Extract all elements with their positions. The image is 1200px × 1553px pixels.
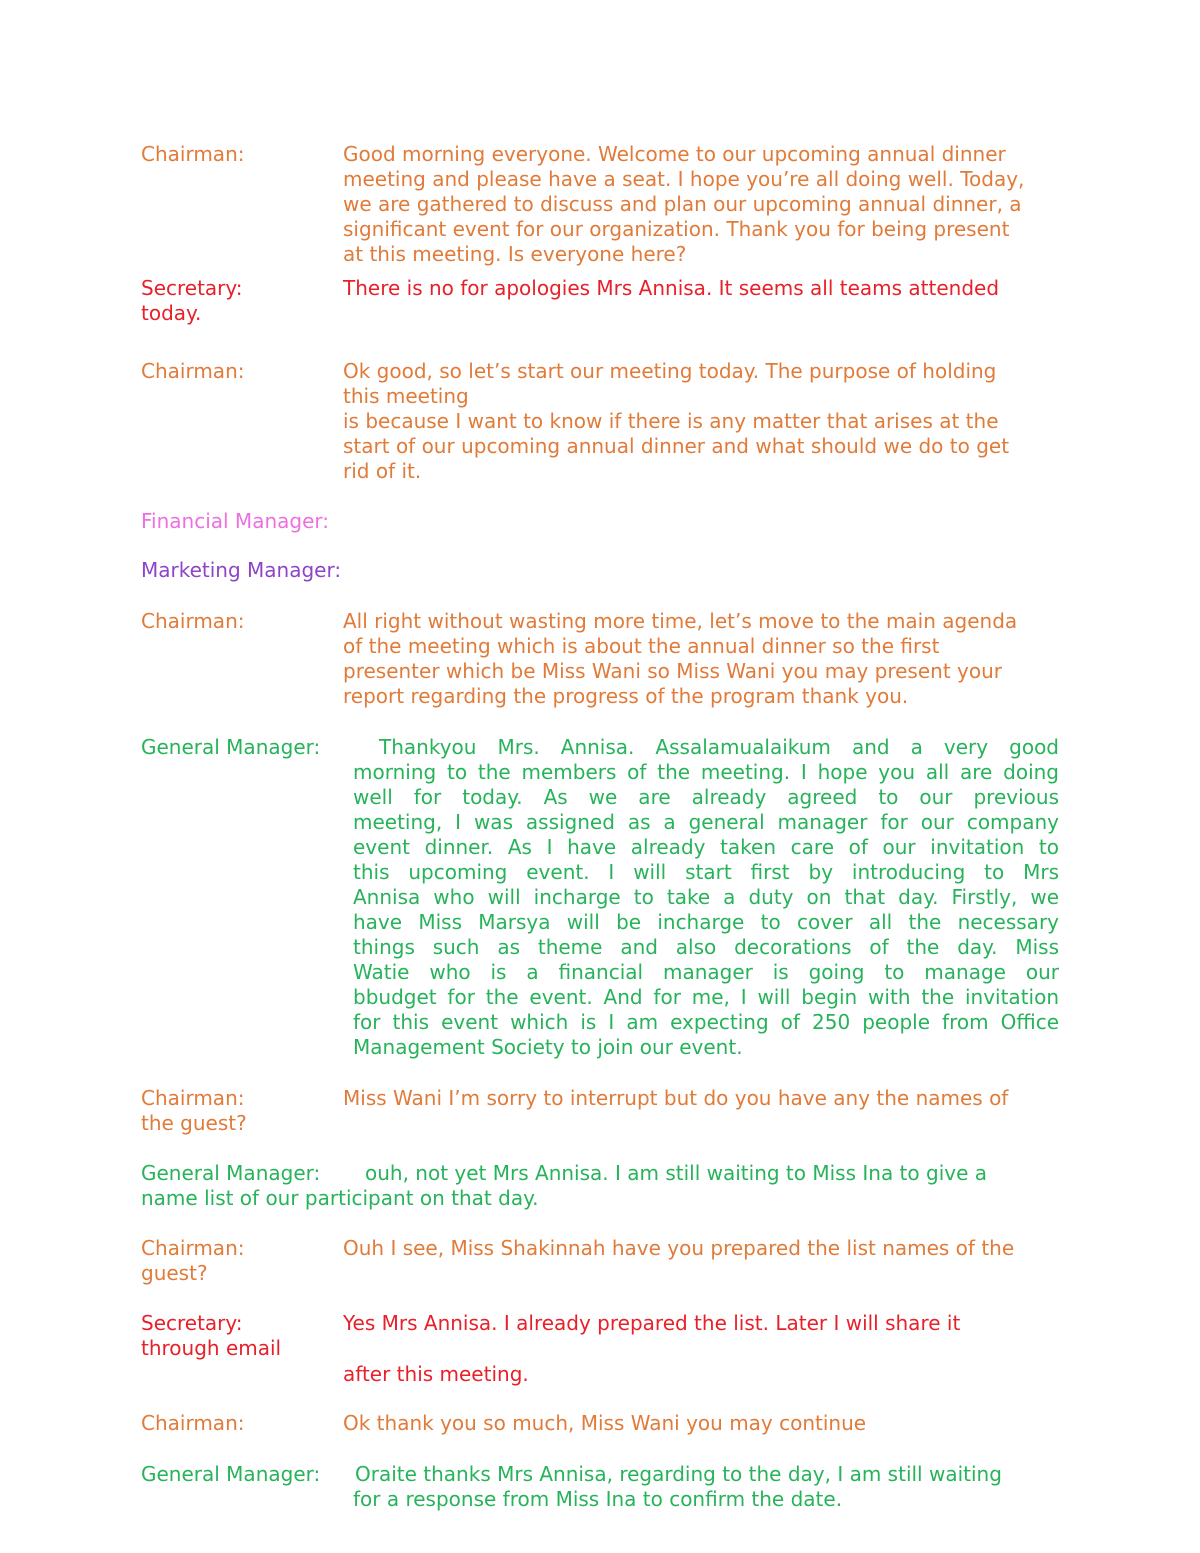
speech-line: event dinner. As I have already taken care of our invitation to — [353, 835, 1059, 859]
speech-line: Miss Wani I’m sorry to interrupt but do you have any the names of — [343, 1086, 1009, 1110]
speaker-label-chairman: Chairman: — [141, 359, 245, 383]
speaker-label-general-manager: General Manager: — [141, 1161, 321, 1185]
speaker-label-chairman: Chairman: — [141, 609, 245, 633]
speech-line: rid of it. — [343, 459, 422, 483]
speech-line: meeting and please have a seat. I hope you’re all doing well. Today, — [343, 167, 1025, 191]
speaker-label-chairman: Chairman: — [141, 1236, 245, 1260]
speech-line: well for today. As we are already agreed to our previous — [353, 785, 1059, 809]
speech-line: through email — [141, 1336, 282, 1360]
speech-line: guest? — [141, 1261, 208, 1285]
speaker-label-marketing-manager: Marketing Manager: — [141, 558, 342, 582]
speech-line: Ok thank you so much, Miss Wani you may continue — [343, 1411, 867, 1435]
speech-line: we are gathered to discuss and plan our upcoming annual dinner, a — [343, 192, 1022, 216]
speech-line: Thankyou Mrs. Annisa. Assalamualaikum and a very good — [379, 735, 1059, 759]
speech-line: start of our upcoming annual dinner and what should we do to get — [343, 434, 1010, 458]
speech-line: Ok good, so let’s start our meeting today. The purpose of holding — [343, 359, 997, 383]
speech-line: things such as theme and also decorations of the day. Miss — [353, 935, 1059, 959]
speaker-label-chairman: Chairman: — [141, 142, 245, 166]
speech-line: this upcoming event. I will start first by introducing to Mrs — [353, 860, 1059, 884]
speaker-label-chairman: Chairman: — [141, 1411, 245, 1435]
speech-line: presenter which be Miss Wani so Miss Wani you may present your — [343, 659, 1002, 683]
speaker-label-secretary: Secretary: — [141, 276, 243, 300]
speaker-label-general-manager: General Manager: — [141, 1462, 321, 1486]
speech-line: significant event for our organization. Thank you for being present — [343, 217, 1010, 241]
speech-line: is because I want to know if there is any matter that arises at the — [343, 409, 999, 433]
speech-line: name list of our participant on that day. — [141, 1186, 539, 1210]
speech-line: of the meeting which is about the annual dinner so the first — [343, 634, 940, 658]
speech-line: Watie who is a financial manager is going to manage our — [353, 960, 1059, 984]
speech-line: Ouh I see, Miss Shakinnah have you prepared the list names of the — [343, 1236, 1015, 1260]
speaker-label-general-manager: General Manager: — [141, 735, 321, 759]
speaker-label-secretary: Secretary: — [141, 1311, 243, 1335]
speaker-label-financial-manager: Financial Manager: — [141, 509, 329, 533]
speech-line: this meeting — [343, 384, 469, 408]
speech-line: Good morning everyone. Welcome to our upcoming annual dinner — [343, 142, 1006, 166]
speech-line: the guest? — [141, 1111, 247, 1135]
speech-line: All right without wasting more time, let’s move to the main agenda — [343, 609, 1018, 633]
speech-line: There is no for apologies Mrs Annisa. It seems all teams attended — [343, 276, 1000, 300]
speech-line: for a response from Miss Ina to confirm the date. — [353, 1487, 843, 1511]
speech-line: bbudget for the event. And for me, I will begin with the invitation — [353, 985, 1059, 1009]
speech-line: have Miss Marsya will be incharge to cover all the necessary — [353, 910, 1059, 934]
speaker-label-chairman: Chairman: — [141, 1086, 245, 1110]
speech-line: today. — [141, 301, 202, 325]
speech-line: report regarding the progress of the program thank you. — [343, 684, 909, 708]
speech-line: morning to the members of the meeting. I hope you all are doing — [353, 760, 1059, 784]
speech-line: for this event which is I am expecting of 250 people from Office — [353, 1010, 1059, 1034]
speech-line: Oraite thanks Mrs Annisa, regarding to the day, I am still waiting — [355, 1462, 1002, 1486]
speech-line: ouh, not yet Mrs Annisa. I am still waiting to Miss Ina to give a — [365, 1161, 988, 1185]
speech-line: meeting, I was assigned as a general manager for our company — [353, 810, 1059, 834]
speech-line: at this meeting. Is everyone here? — [343, 242, 687, 266]
speech-line: after this meeting. — [343, 1362, 529, 1386]
speech-line: Management Society to join our event. — [353, 1035, 743, 1059]
speech-line: Annisa who will incharge to take a duty on that day. Firstly, we — [353, 885, 1059, 909]
speech-line: Yes Mrs Annisa. I already prepared the list. Later I will share it — [343, 1311, 961, 1335]
